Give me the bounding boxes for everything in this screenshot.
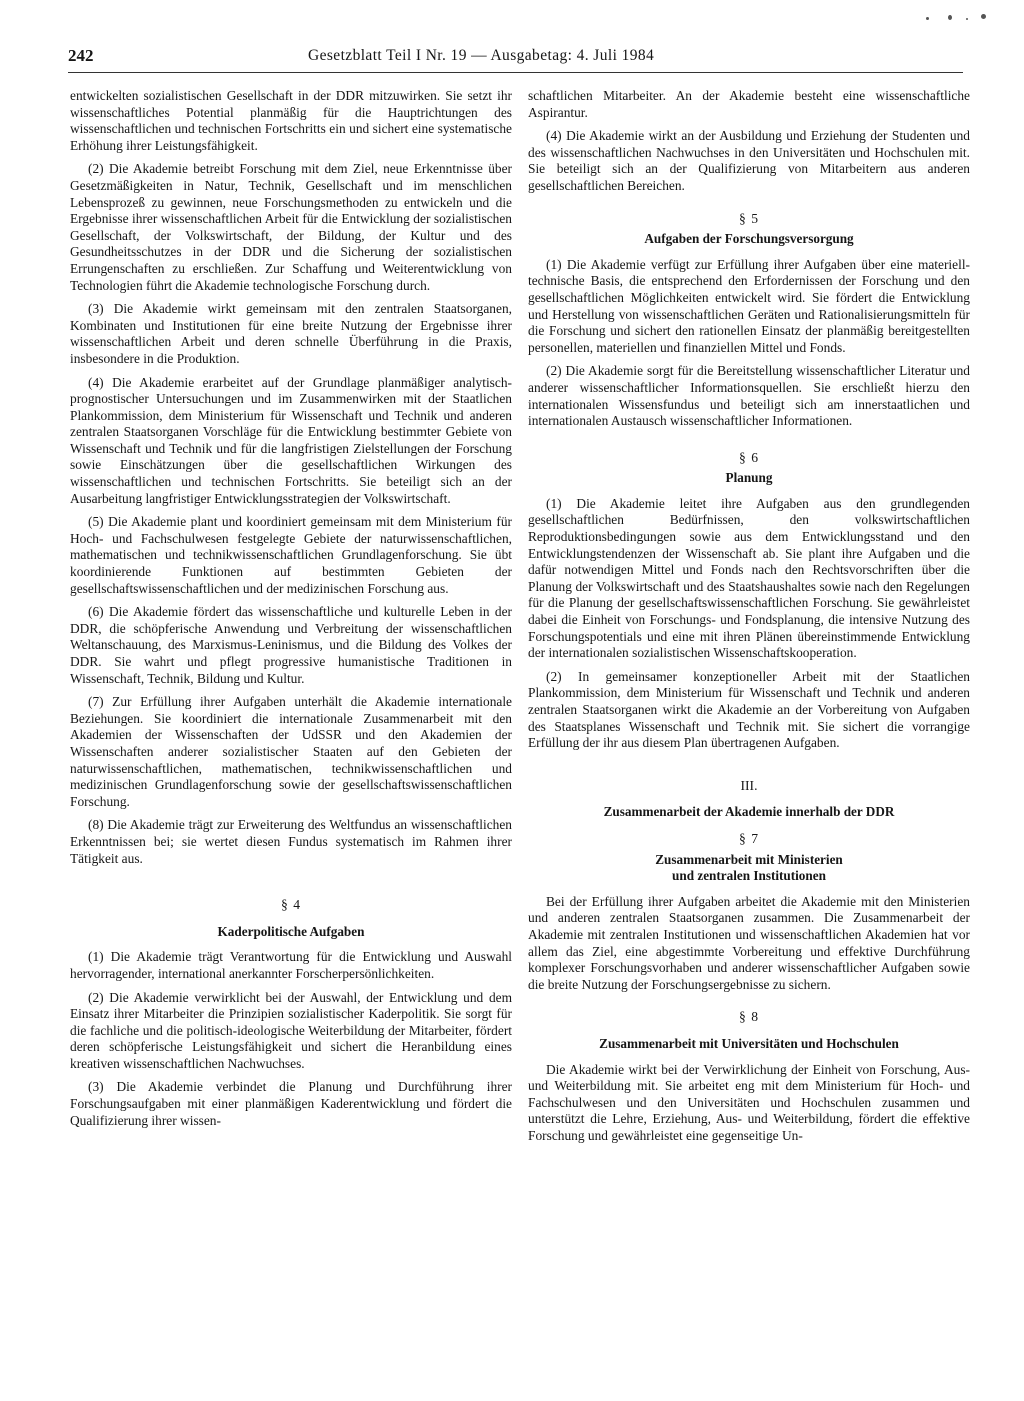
page-number: 242: [68, 46, 94, 65]
section-title: Planung: [725, 470, 773, 486]
paragraph: schaftlichen Mitarbeiter. An der Akademie besteht eine wissenschaftliche Aspirantur.: [528, 88, 970, 120]
section-number: § 4: [281, 897, 301, 913]
running-title: Gesetzblatt Teil I Nr. 19 — Ausgabetag: 4. Juli 1984: [308, 47, 655, 64]
paragraph: (4) Die Akademie wirkt an der Ausbildung und Erziehung der Studenten und des wissenschaftlichen Nachwuchses in den Universitäten und Hochschulen mit. Sie beteiligt sich an der Qualifizierung von Mitarbeitern aus anderen gesellschaftlichen Bereichen.: [528, 128, 970, 193]
section-title: Zusammenarbeit mit Universitäten und Hochschulen: [599, 1035, 899, 1051]
section-title: und zentralen Institutionen: [672, 868, 826, 884]
paragraph: (2) In gemeinsamer konzeptioneller Arbeit mit der Staatlichen Plankommission, dem Ministerium für Wissenschaft und Technik und anderen zentralen Staatsorganen wirkt die Akademie an der Vorbereitung von Aufgaben des Staatsplanes Wissenschaft und Technik mit. Sie sichert die vorrangige Erfüllung der ihr aus diesem Plan übertragenen Aufgaben.: [528, 668, 970, 751]
part-number: III.: [740, 777, 758, 793]
paragraph: (6) Die Akademie fördert das wissenschaftliche und kulturelle Leben in der DDR, die schöpferische Anwendung und Verbreitung der wissenschaftlichen Weltanschauung, des Marxismus-Leninismus, und die Bildung des Volkes der DDR. Sie wahrt und pflegt progressive humanistische Traditionen in Wissenschaft, Technik, Bildung und Kultur.: [70, 604, 512, 686]
part-title: Zusammenarbeit der Akademie innerhalb der DDR: [603, 804, 895, 820]
paragraph: Bei der Erfüllung ihrer Aufgaben arbeitet die Akademie mit den Ministerien und anderen zentralen Staatsorganen zusammen. Die Zusammenarbeit der Akademie mit zentralen Institutionen und wissenschaftlichen Akademien hat vor allem das Ziel, eine abgestimmte Vorbereitung und effektive Durchführung komplexer Forschungsvorhaben und anderer wissenschaftlicher Aufgaben sowie die breite Nutzung der Forschungsergebnisse zu sichern.: [528, 893, 970, 992]
paragraph: (4) Die Akademie erarbeitet auf der Grundlage planmäßiger analytisch-prognostischer Untersuchungen und im Zusammenwirken mit der Staatlichen Plankommission, dem Ministerium für Wissenschaft und Technik und anderen zentralen Staatsorganen Vorschläge für die Entwicklung bestimmter Gebiete von Wissenschaft und Technik und für die langfristigen Zielstellungen der Forschung sowie Einschätzungen über die gesellschaftlichen Wirkungen des wissenschaftlichen und technischen Fortschritts. Sie beteiligt sich an der Ausarbeitung langfristiger Entwicklungsstrategien der Volkswirtschaft.: [70, 374, 512, 506]
paragraph: (3) Die Akademie wirkt gemeinsam mit den zentralen Staatsorganen, Kombinaten und Institutionen für eine breite Nutzung der Ergebnisse ihrer wissenschaftlichen Arbeit und deren schnelle Überführung in die Praxis, insbesondere in die Produktion.: [70, 301, 512, 366]
paragraph: entwickelten sozialistischen Gesellschaft in der DDR mitzuwirken. Sie setzt ihr wissenschaftliches Potential planmäßig für die Hauptrichtungen des wissenschaftlichen und technischen Fortschritts ein und sichert eine systematische Erhöhung ihrer Leistungsfähigkeit.: [70, 88, 512, 153]
paragraph: (2) Die Akademie verwirklicht bei der Auswahl, der Entwicklung und dem Einsatz ihrer Mitarbeiter die Prinzipien sozialistischer Kaderpolitik. Sie sorgt für die fachliche und die politisch-ideologische Weiterbildung der Mitarbeiter, fördert deren schöpferische Leistungsfähigkeit und sichert die Heranbildung eines kreativen wissenschaftlichen Nachwuchses.: [70, 989, 512, 1071]
paragraph: (2) Die Akademie sorgt für die Bereitstellung wissenschaftlicher Literatur und anderer wissenschaftlicher Informationsquellen. Sie erschließt hierzu den internationalen Wissensfundus und beteiligt sich am innerstaatlichen und internationalen Austausch wissenschaftlicher Informationen.: [528, 363, 970, 429]
left-column: [70, 88, 512, 1136]
paragraph: (2) Die Akademie betreibt Forschung mit dem Ziel, neue Erkenntnisse über Gesetzmäßigkeiten in Natur, Technik, Gesellschaft und im menschlichen Lebensprozeß zu gewinnen, neue Forschungsmethoden zu entwickeln und die Ergebnisse ihrer wissenschaftlichen Arbeit für die Entwicklung der sozialistischen Gesellschaft, der Volkswirtschaft, der Bildung, der Kultur und des Gesundheitsschutzes in der DDR und die Sicherung der sozialistischen Errungenschaften zu erschließen. Zur Schaffung und Weiterentwicklung von Technologien führt die Akademie technologische Forschung durch.: [70, 161, 512, 293]
section-title: Zusammenarbeit mit Ministerien: [655, 851, 843, 867]
section-number: § 5: [739, 210, 759, 226]
paragraph: Die Akademie wirkt bei der Verwirklichung der Einheit von Forschung, Aus- und Weiterbildung mit. Sie arbeitet eng mit dem Ministerium für Hoch- und Fachschulwesen und den Universitäten und Hochschulen zusammen und unterstützt die Lehre, Erziehung, Aus- und Weiterbildung, fördert die effektive Forschung und gewährleistet eine gegenseitige Un-: [528, 1061, 970, 1143]
section-title: Kaderpolitische Aufgaben: [217, 923, 365, 939]
paragraph: (1) Die Akademie leitet ihre Aufgaben aus den grundlegenden gesellschaftlichen Bedürfnissen, den volkswirtschaftlichen Reproduktionsbedingungen sowie aus dem Entwicklungsstand und den Entwicklungstendenzen der Wissenschaft ab. Sie plant ihre Aufgaben und die dafür notwendigen Mittel und Fonds nach den Rechtsvorschriften über die Planung der Volkswirtschaft und des Staatshaushaltes sowie nach den Regelungen für die Planung der gesellschaftswissenschaftlichen Forschung. Sie gewährleistet dabei die Einheit von Forschungs- und Fondsplanung, die intensive Nutzung des Forschungspotentials und eine mit ihren Plänen übereinstimmende Entwicklung der internationalen sozialistischen Wissenschaftskooperation.: [528, 495, 970, 661]
section-title: Aufgaben der Forschungsversorgung: [644, 231, 854, 247]
section-number: § 6: [739, 449, 759, 465]
paragraph: (1) Die Akademie verfügt zur Erfüllung ihrer Aufgaben über eine materiell-technische Basis, die entsprechend den Erfordernissen der Forschung und den gesellschaftlichen Möglichkeiten entwickelt wird. Sie fördert die Entwicklung und Herstellung von wissenschaftlichen Geräten und Rationalisierungsmitteln für die Forschung und sichert den rationellen Einsatz der planmäßig bereitgestellten personellen, materiellen und finanziellen Mittel und Fonds.: [528, 256, 970, 355]
scan-specks: [926, 12, 996, 26]
paragraph: (7) Zur Erfüllung ihrer Aufgaben unterhält die Akademie internationale Beziehungen. Sie koordiniert die internationale Zusammenarbeit mit den Akademien der Wissenschaften der UdSSR und den Akademien der Wissenschaften anderer sozialistischer Staaten auf den Gebieten der naturwissenschaftlichen, mathematischen, technikwissenschaftlichen und medizinischen Grundlagenforschung sowie der gesellschaftswissenschaftlichen Forschung.: [70, 694, 512, 809]
paragraph: (5) Die Akademie plant und koordiniert gemeinsam mit dem Ministerium für Hoch- und Fachschulwesen festgelegte Gebiete der naturwissenschaftlichen, mathematischen und technikwissenschaftlichen Grundlagenforschung. Sie übt koordinierende Funktionen auf bestimmten Gebieten der gesellschaftswissenschaftlichen und der medizinischen Forschung aus.: [70, 514, 512, 596]
paragraph: (3) Die Akademie verbindet die Planung und Durchführung ihrer Forschungsaufgaben mit einer planmäßigen Kaderentwicklung und fördert die Qualifizierung ihrer wissen-: [70, 1079, 512, 1128]
page-header: [68, 46, 963, 73]
section-number: § 8: [739, 1009, 759, 1025]
paragraph: (8) Die Akademie trägt zur Erweiterung des Weltfundus an wissenschaftlichen Erkenntnissen bei; sie wertet diesen Fundus systematisch im Rahmen ihrer Tätigkeit aus.: [70, 817, 512, 866]
section-number: § 7: [739, 830, 759, 846]
paragraph: (1) Die Akademie trägt Verantwortung für die Entwicklung und Auswahl hervorragender, international anerkannter Forscherpersönlichkeiten.: [70, 949, 512, 981]
right-column: [528, 88, 970, 1151]
